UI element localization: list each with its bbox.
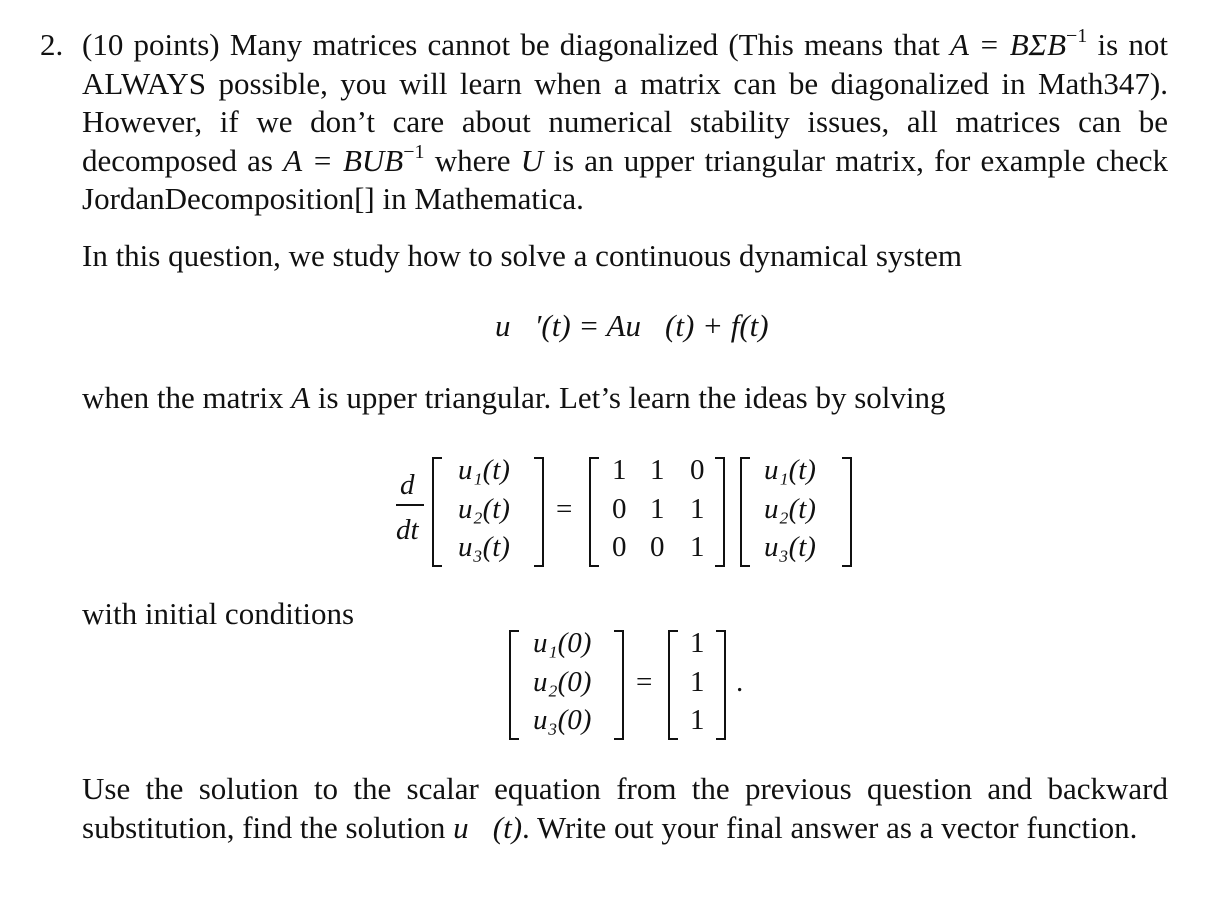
- ic-lhs-u2: u₂(0): [533, 666, 592, 698]
- ode-general-equation: u⃗′(t) = Au⃗(t) + f(t): [495, 308, 769, 343]
- ic-period: .: [736, 666, 744, 698]
- study-sentence: In this question, we study how to solve a continuous dynamical system: [82, 238, 962, 273]
- intro-matrix-a-1: A: [950, 27, 969, 62]
- ic-lhs-u1: u₁(0): [533, 627, 592, 659]
- matrix-cell-3-1: 0: [612, 531, 627, 563]
- system-equals: =: [556, 493, 573, 525]
- closing-paragraph: [82, 770, 1168, 847]
- problem-number: 2.: [40, 27, 64, 62]
- lhs-u3: u₃(t): [458, 531, 510, 563]
- intro-part-2: is not ALWAYS possible, you will learn when a matrix can be diagonalized in Math347). However, if we don’t care about numerical stability issues, all matrices can be decomposed as: [82, 27, 1168, 178]
- ic-rhs-right-bracket: [716, 630, 726, 740]
- intro-part-4: is an upper triangular matrix, for example check JordanDecomposition[] in Mathematica.: [82, 142, 1169, 216]
- initial-conditions-label: with initial conditions: [82, 596, 355, 631]
- rhs-u3: u₃(t): [764, 531, 816, 563]
- rhs-u1: u₁(t): [764, 454, 816, 486]
- intro-sup-2: −1: [403, 140, 425, 163]
- closing-part-b: . Write out your final answer as a vector function.: [522, 809, 1138, 845]
- ic-lhs-right-bracket: [614, 630, 624, 740]
- when-sentence-a: when the matrix: [82, 380, 292, 415]
- rhs-u2: u₂(t): [764, 493, 816, 525]
- matrix-cell-2-1: 0: [612, 493, 627, 525]
- intro-matrix-a-2: A: [283, 142, 302, 178]
- intro-part-3: where: [424, 142, 521, 178]
- ic-rhs-3: 1: [690, 704, 705, 736]
- matrix-cell-3-3: 1: [690, 531, 705, 563]
- ic-rhs-left-bracket: [668, 630, 678, 740]
- ic-lhs-left-bracket: [509, 630, 519, 740]
- derivative-d: d: [400, 469, 415, 501]
- lhs-u2: u₂(t): [458, 493, 510, 525]
- closing-solution-vector: u⃗(t): [453, 809, 523, 845]
- when-sentence-matrix: A: [291, 380, 311, 415]
- matrix-cell-1-1: 1: [612, 454, 627, 486]
- when-sentence-b: is upper triangular. Let’s learn the ideas by solving: [310, 380, 946, 415]
- matrix-cell-2-2: 1: [650, 493, 665, 525]
- derivative-dt: dt: [396, 514, 419, 546]
- ic-lhs-u3: u₃(0): [533, 704, 592, 736]
- ic-equals: =: [636, 666, 653, 698]
- ic-rhs-1: 1: [690, 627, 705, 659]
- matrix-cell-3-2: 0: [650, 531, 665, 563]
- intro-eq-2: = BUB: [301, 142, 404, 178]
- lhs-u1: u₁(t): [458, 454, 510, 486]
- matrix-cell-2-3: 1: [690, 493, 705, 525]
- matrix-cell-1-3: 0: [690, 454, 705, 486]
- closing-part-a: Use the solution to the scalar equation from the previous question and backward substitution, find the solution: [82, 771, 1168, 845]
- ic-rhs-2: 1: [690, 666, 705, 698]
- intro-part-1: (10 points) Many matrices cannot be diagonalized (This means that: [82, 27, 951, 62]
- intro-eq-1: = BΣB: [968, 27, 1067, 62]
- intro-sup-1: −1: [1066, 25, 1088, 47]
- intro-matrix-u: U: [520, 142, 544, 178]
- matrix-cell-1-2: 1: [650, 454, 665, 486]
